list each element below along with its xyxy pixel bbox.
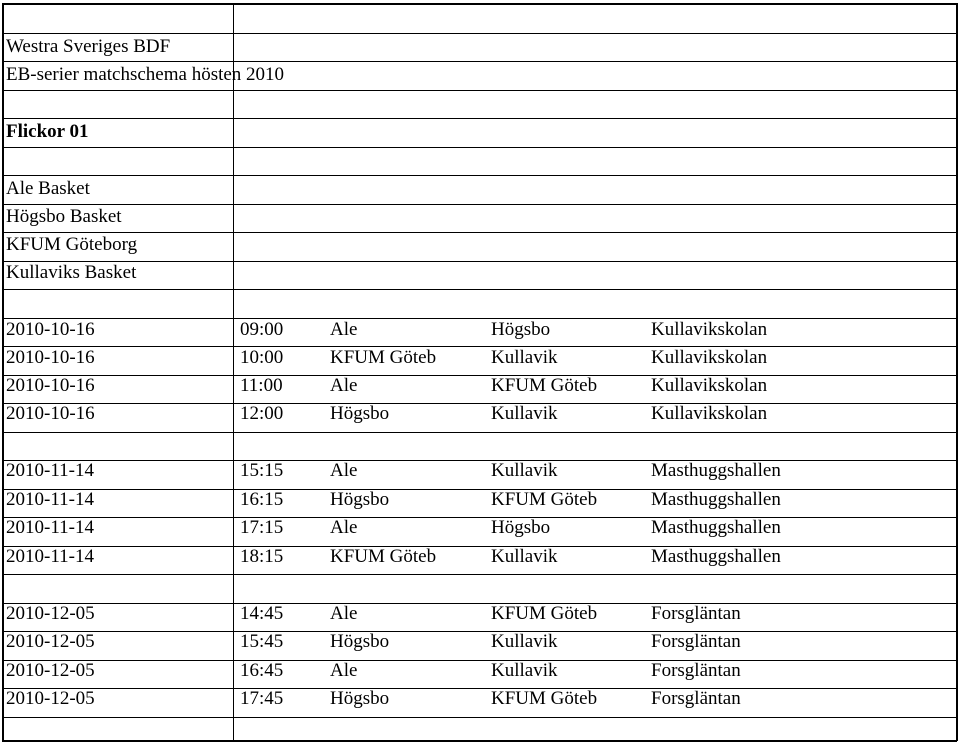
game-row xyxy=(0,543,960,571)
game-time: 15:45 xyxy=(240,631,284,652)
venue: Kullavikskolan xyxy=(651,347,768,368)
venue: Kullavikskolan xyxy=(651,319,768,340)
home-team: Ale xyxy=(330,319,358,340)
home-team: Högsbo xyxy=(330,631,390,652)
game-row xyxy=(0,457,960,485)
venue: Forsgläntan xyxy=(651,603,741,624)
group-title: Flickor 01 xyxy=(6,121,89,142)
team-row xyxy=(0,203,960,231)
home-team: Högsbo xyxy=(330,489,390,510)
game-row xyxy=(0,372,960,400)
game-date: 2010-12-05 xyxy=(6,603,95,624)
team-name: Högsbo Basket xyxy=(6,206,122,227)
game-time: 09:00 xyxy=(240,319,284,340)
away-team: Kullavik xyxy=(491,631,558,652)
game-time: 14:45 xyxy=(240,603,284,624)
away-team: Kullavik xyxy=(491,660,558,681)
venue: Masthuggshallen xyxy=(651,517,781,538)
game-date: 2010-10-16 xyxy=(6,403,95,424)
venue: Kullavikskolan xyxy=(651,375,768,396)
game-row xyxy=(0,628,960,656)
game-time: 11:00 xyxy=(240,375,283,396)
game-date: 2010-10-16 xyxy=(6,319,95,340)
game-row xyxy=(0,514,960,542)
team-row xyxy=(0,231,960,259)
venue: Forsgläntan xyxy=(651,631,741,652)
home-team: KFUM Göteb xyxy=(330,546,437,567)
game-date: 2010-12-05 xyxy=(6,631,95,652)
team-name: KFUM Göteborg xyxy=(6,234,138,255)
game-date: 2010-11-14 xyxy=(6,546,94,567)
game-date: 2010-11-14 xyxy=(6,460,94,481)
home-team: Ale xyxy=(330,460,358,481)
away-team: Kullavik xyxy=(491,546,558,567)
row-gridline xyxy=(2,432,957,433)
home-team: Högsbo xyxy=(330,688,390,709)
game-row xyxy=(0,344,960,372)
game-row xyxy=(0,316,960,344)
away-team: Högsbo xyxy=(491,517,551,538)
away-team: KFUM Göteb xyxy=(491,603,598,624)
row-gridline xyxy=(2,717,957,718)
home-team: KFUM Göteb xyxy=(330,347,437,368)
game-time: 17:15 xyxy=(240,517,284,538)
home-team: Högsbo xyxy=(330,403,390,424)
away-team: KFUM Göteb xyxy=(491,688,598,709)
game-date: 2010-11-14 xyxy=(6,517,94,538)
away-team: Kullavik xyxy=(491,460,558,481)
game-date: 2010-12-05 xyxy=(6,688,95,709)
game-row xyxy=(0,600,960,628)
org-name: Westra Sveriges BDF xyxy=(6,36,171,57)
game-time: 10:00 xyxy=(240,347,284,368)
venue: Kullavikskolan xyxy=(651,403,768,424)
game-time: 18:15 xyxy=(240,546,284,567)
row-gridline xyxy=(2,90,957,91)
schedule-title: EB-serier matchschema hösten 2010 xyxy=(6,64,285,85)
row-gridline xyxy=(2,574,957,575)
home-team: Ale xyxy=(330,660,358,681)
home-team: Ale xyxy=(330,375,358,396)
row-gridline xyxy=(2,147,957,148)
team-name: Ale Basket xyxy=(6,178,90,199)
away-team: Kullavik xyxy=(491,347,558,368)
game-row xyxy=(0,685,960,713)
game-time: 15:15 xyxy=(240,460,284,481)
game-time: 12:00 xyxy=(240,403,284,424)
game-row xyxy=(0,657,960,685)
row-gridline xyxy=(2,289,957,290)
away-team: Kullavik xyxy=(491,403,558,424)
away-team: KFUM Göteb xyxy=(491,489,598,510)
venue: Forsgläntan xyxy=(651,660,741,681)
team-name: Kullaviks Basket xyxy=(6,262,137,283)
venue: Masthuggshallen xyxy=(651,546,781,567)
game-time: 17:45 xyxy=(240,688,284,709)
game-date: 2010-11-14 xyxy=(6,489,94,510)
title-row xyxy=(0,61,960,89)
org-row xyxy=(0,33,960,61)
game-date: 2010-12-05 xyxy=(6,660,95,681)
venue: Masthuggshallen xyxy=(651,489,781,510)
game-row xyxy=(0,486,960,514)
home-team: Ale xyxy=(330,517,358,538)
game-time: 16:45 xyxy=(240,660,284,681)
team-row xyxy=(0,175,960,203)
team-row xyxy=(0,259,960,287)
away-team: KFUM Göteb xyxy=(491,375,598,396)
game-date: 2010-10-16 xyxy=(6,347,95,368)
group-row xyxy=(0,118,960,146)
sheet-border xyxy=(2,3,957,5)
venue: Masthuggshallen xyxy=(651,460,781,481)
game-row xyxy=(0,400,960,428)
home-team: Ale xyxy=(330,603,358,624)
game-date: 2010-10-16 xyxy=(6,375,95,396)
game-time: 16:15 xyxy=(240,489,284,510)
venue: Forsgläntan xyxy=(651,688,741,709)
sheet-border xyxy=(2,740,957,742)
away-team: Högsbo xyxy=(491,319,551,340)
